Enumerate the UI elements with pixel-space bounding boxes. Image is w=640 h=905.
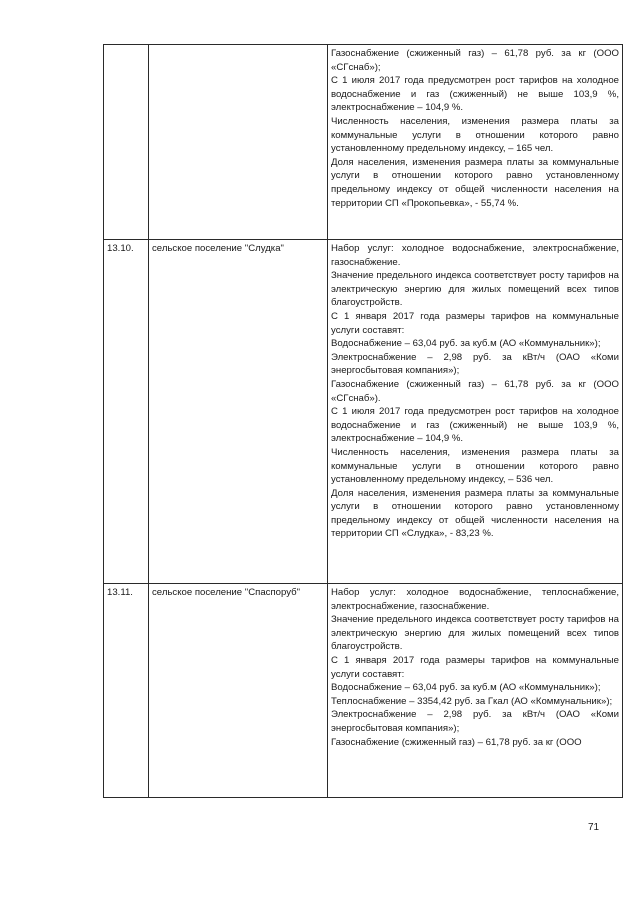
- tariff-info-cell: [328, 240, 623, 584]
- row-number-cell: 13.11.: [104, 584, 149, 798]
- tariff-info-cell: [328, 45, 623, 240]
- tariff-info-cell: [328, 584, 623, 798]
- info-paragraph: Теплоснабжение – 3354,42 руб. за Гкал (АО «Коммунальник»);: [331, 695, 613, 707]
- info-paragraph: Численность населения, изменения размера платы за коммунальные услуги в отношении которого равно установленному предельному индексу, – 165 чел.: [331, 115, 619, 155]
- settlement-name: сельское поселение "Спаспоруб": [152, 587, 301, 598]
- info-paragraph: С 1 января 2017 года размеры тарифов на коммунальные услуги составят:: [331, 310, 619, 336]
- info-paragraph: Газоснабжение (сжиженный газ) – 61,78 руб. за кг (ООО «СГснаб»);: [331, 48, 619, 73]
- info-paragraph: Газоснабжение (сжиженный газ) – 61,78 руб. за кг (ООО: [331, 736, 582, 748]
- info-paragraph: Набор услуг: холодное водоснабжение, теплоснабжение, электроснабжение, газоснабжение.: [331, 587, 619, 612]
- info-paragraph: С 1 июля 2017 года предусмотрен рост тарифов на холодное водоснабжение и газ (сжиженный) не выше 103,9 %, электроснабжение – 104,9 %.: [331, 406, 619, 445]
- info-paragraph: Доля населения, изменения размера платы за коммунальные услуги в отношении которого равно установленному предельному индексу от общей численности населения на территории СП «Прокопьевка», - 55,74 %.: [331, 156, 619, 209]
- page-number: 71: [588, 822, 600, 833]
- row-number-cell: [104, 45, 149, 240]
- info-paragraph: Газоснабжение (сжиженный газ) – 61,78 руб. за кг (ООО «СГснаб»).: [331, 378, 619, 404]
- info-paragraph: С 1 июля 2017 года предусмотрен рост тарифов на холодное водоснабжение и газ (сжиженный) не выше 103,9 %, электроснабжение – 104,9 %.: [331, 75, 619, 114]
- info-paragraph: Электроснабжение – 2,98 руб. за кВт/ч (ОАО «Коми энергосбытовая компания»);: [331, 351, 619, 377]
- info-paragraph: Доля населения, изменения размера платы за коммунальные услуги в отношении которого равно установленному предельному индексу от общей численности населения на территории СП «Слудка», - 83,23 %.: [331, 487, 619, 540]
- info-paragraph: Водоснабжение – 63,04 руб. за куб.м (АО «Коммунальник»);: [331, 338, 601, 350]
- settlement-name-cell: [149, 584, 328, 798]
- info-paragraph: Значение предельного индекса соответствует росту тарифов на электрическую энергию для жилых помещений всех типов благоустройств.: [331, 614, 619, 653]
- info-paragraph: Набор услуг: холодное водоснабжение, электроснабжение, газоснабжение.: [331, 243, 619, 268]
- tariff-table: [103, 44, 623, 798]
- row-number-cell: 13.10.: [104, 240, 149, 584]
- info-paragraph: С 1 января 2017 года размеры тарифов на коммунальные услуги составят:: [331, 654, 619, 680]
- info-paragraph: Численность населения, изменения размера платы за коммунальные услуги в отношении которого равно установленному предельному индексу, – 536 чел.: [331, 446, 619, 486]
- settlement-name: сельское поселение "Слудка": [152, 243, 284, 254]
- info-paragraph: Электроснабжение – 2,98 руб. за кВт/ч (ОАО «Коми энергосбытовая компания»);: [331, 709, 619, 734]
- table-row: [104, 45, 623, 240]
- table-row: [104, 584, 623, 798]
- settlement-name-cell: [149, 240, 328, 584]
- info-paragraph: Водоснабжение – 63,04 руб. за куб.м (АО «Коммунальник»);: [331, 682, 601, 694]
- info-paragraph: Значение предельного индекса соответствует росту тарифов на электрическую энергию для жилых помещений всех типов благоустройств.: [331, 270, 619, 309]
- settlement-name-cell: [149, 45, 328, 240]
- table-row: [104, 240, 623, 584]
